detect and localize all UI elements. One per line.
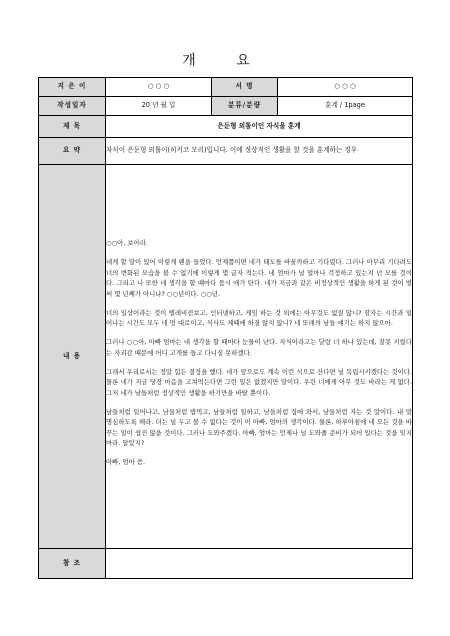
author-value: ○ ○ ○ — [106, 78, 212, 97]
summary-label: 요 약 — [39, 138, 106, 165]
summary-row — [39, 138, 413, 165]
content-paragraph: 너의 일상이라는 것이 텔레비전보고, 인터넷하고, 게임 하는 것 외에는 아무것도 없질 않니? 잠자는 시간과 일어나는 시간도 모두 네 멋 대로이고, 식사도 제때에 하질 않지 않니? 네 또래의 남들 얘기는 하지 않으마. — [106, 308, 412, 327]
reviewer-value: ○ ○ ○ — [278, 78, 413, 97]
reference-label: 참 조 — [39, 549, 106, 579]
summary-value: 자식이 은둔형 외톨이(히키코 모리)입니다. 이에 정상적인 생활을 할 것을 훈계하는 경우 — [106, 138, 413, 165]
outline-form-table — [38, 77, 413, 579]
content-paragraph: 그러나 ○○아, 아빠 엄마는 네 생각을 할 때마다 눈물이 난다. 자식이라고는 달랑 너 하나 있는데, 잘못 키웠다는 자괴감 때문에 어디 고개를 들고 다니질 못하겠다. — [106, 338, 412, 357]
subject-value: 은둔형 외톨이인 자식을 훈계 — [106, 116, 413, 138]
content-paragraph: 그래서 우리로서는 정말 힘든 결정을 했다. 네가 앞으로도 계속 이런 식으로 산다면 널 독립시키겠다는 것이다. 물론 네가 지금 당장 마음을 고쳐먹는다면 그런 일은 없겠지만 말이다. 우린 너에게 아무 것도 바라는 게 없다. 그저 네가 남들처럼 정상적인 생활을 하기만을 바랄 뿐이다. — [106, 367, 412, 397]
content-body — [106, 165, 413, 549]
content-paragraph: 아빠, 엄마 씀. — [106, 458, 145, 466]
subject-row — [39, 116, 413, 138]
content-paragraph: 남들처럼 일어나고, 남들처럼 밥먹고, 남들처럼 일하고, 남들처럼 집에 와서, 남들처럼 자는 것 말이다. 내 말 명심하도록 해라. 더는 널 두고 볼 수 없다는 것이 이 아빠, 엄마의 생각이다. 물론, 하루아침에 네 모든 것을 바꾸는 일이 쉽진 않을 것이다. 그러나 도와주겠다. 아빠, 엄마는 언제나 널 도와줄 준비가 되어 있다는 것을 잊지 마라. 알았지? — [106, 407, 412, 447]
content-paragraph: ○○아, 보아라. — [106, 239, 148, 247]
content-label: 내 용 — [39, 165, 106, 549]
reference-value — [106, 549, 413, 579]
content-row — [39, 165, 413, 549]
date-value: 20 년 월 일 — [106, 97, 212, 116]
reviewer-label: 서 명 — [212, 78, 278, 97]
subject-label: 제 목 — [39, 116, 106, 138]
author-label: 지 은 이 — [39, 78, 106, 97]
date-label: 작성일자 — [39, 97, 106, 116]
category-label: 분류/분량 — [212, 97, 278, 116]
date-row — [39, 97, 413, 116]
reference-row — [39, 549, 413, 579]
document-title: 개 요 — [182, 53, 268, 69]
content-paragraph: 네게 할 말이 있어 이렇게 펜을 들었다. 언제쯤이면 네가 태도를 바꿀까하고 기다렸다. 그러나 아무리 기다려도 너의 변화된 모습을 볼 수 없기에 이렇게 몇 글자 적는다. 네 엄마가 널 얼마나 걱정하고 있는지 넌 모를 것이다. 그리고 나 또한 네 생각을 할 때마다 몹시 애가 탄다. 네가 지금과 같은 비정상적인 생활을 하게 된 것이 벌써 몇 년째가 아니냐? ○○년이다. ○○년. — [106, 258, 412, 298]
category-value: 훈계 / 1page — [278, 97, 413, 116]
author-row — [39, 78, 413, 97]
